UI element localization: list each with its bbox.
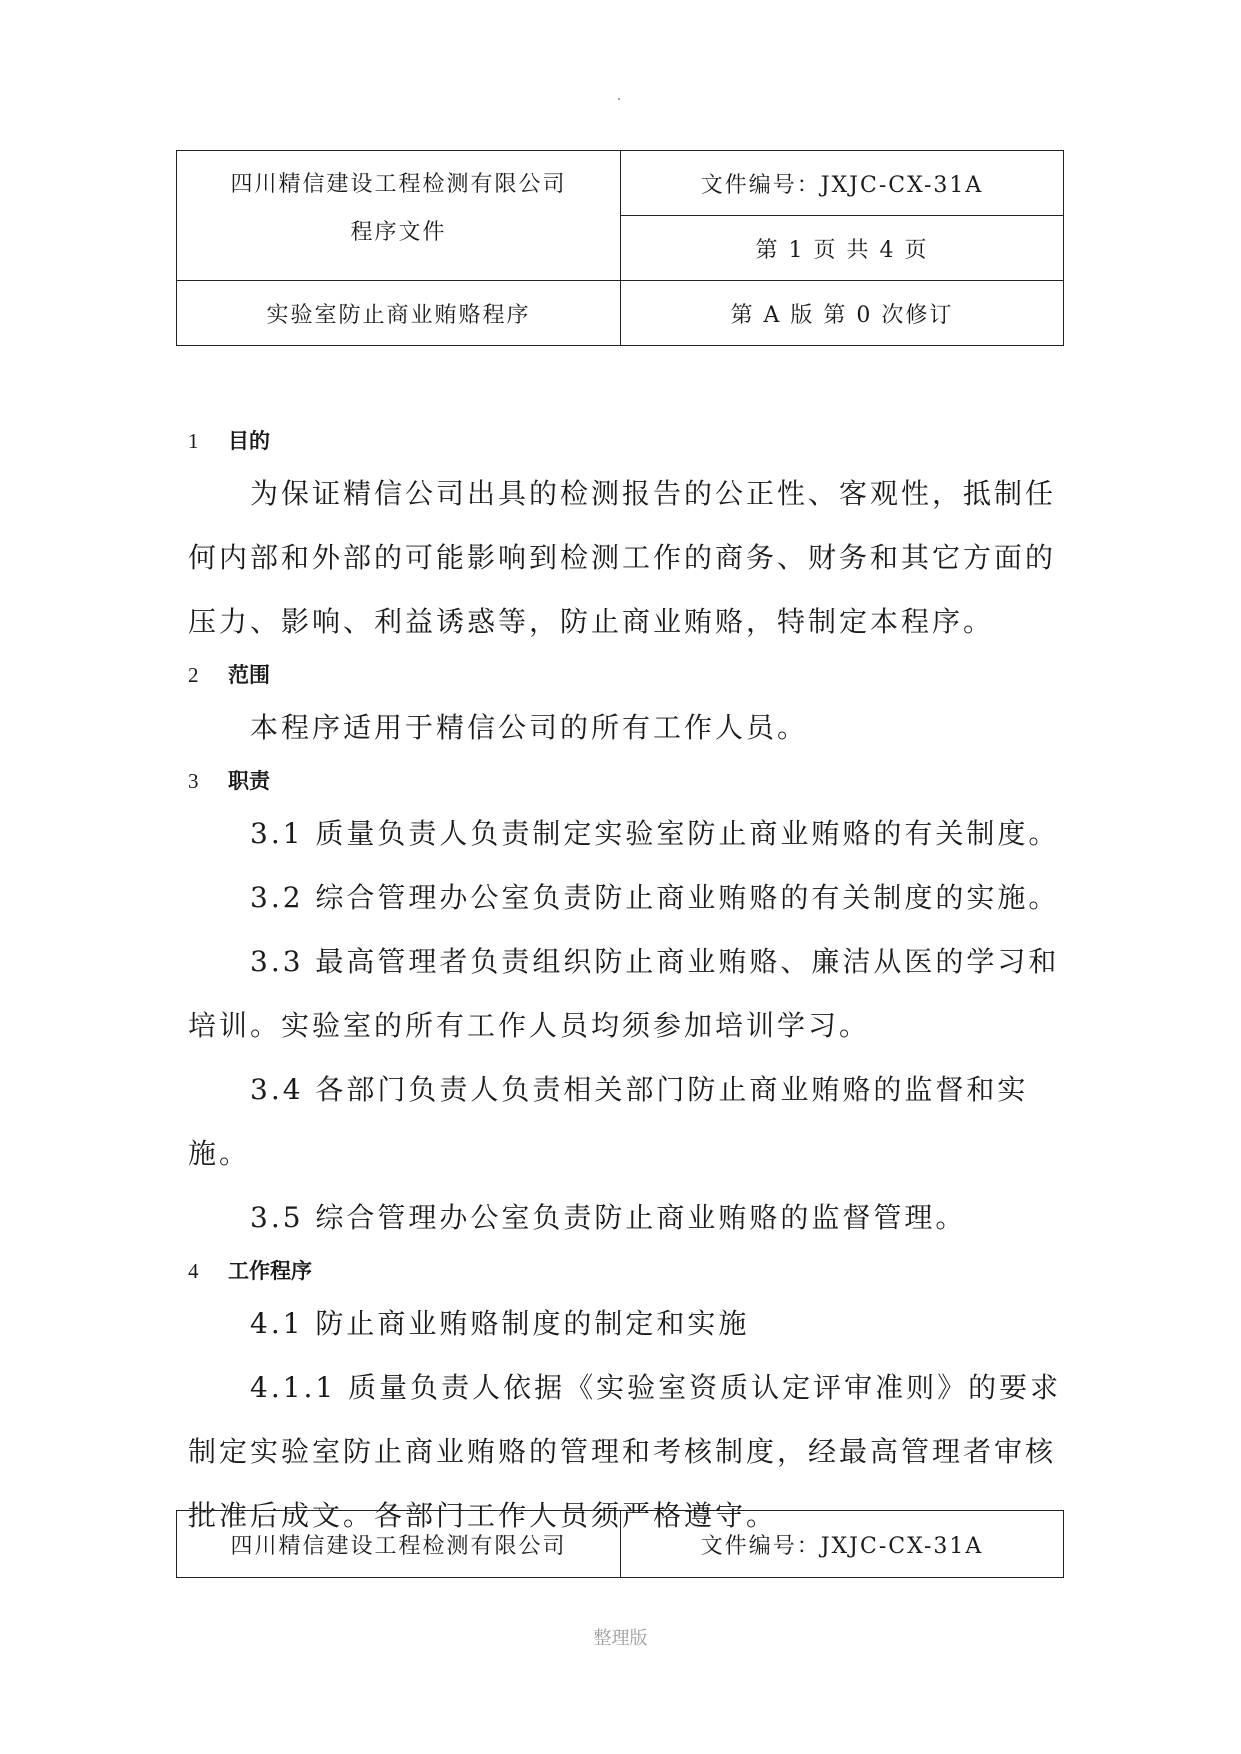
document-number: 文件编号：JXJC-CX-31A xyxy=(621,151,1064,216)
company-cell xyxy=(177,151,621,281)
section-responsibilities xyxy=(188,760,1068,1250)
document-title: 实验室防止商业贿赂程序 xyxy=(177,281,621,346)
watermark: 整理版 xyxy=(593,1628,648,1649)
page-dot xyxy=(618,98,620,100)
version-info: 第 A 版 第 0 次修订 xyxy=(621,281,1064,346)
paragraph: 3.3 最高管理者负责组织防止商业贿赂、廉洁从医的学习和培训。实验室的所有工作人员均须参加培训学习。 xyxy=(188,945,1060,1042)
section-scope xyxy=(188,654,1068,760)
footer-document-number: 文件编号：JXJC-CX-31A xyxy=(621,1511,1064,1578)
paragraph: 3.2 综合管理办公室负责防止商业贿赂的有关制度的实施。 xyxy=(250,881,1060,914)
paragraph: 本程序适用于精信公司的所有工作人员。 xyxy=(250,711,809,744)
section-number: 2 xyxy=(188,663,199,687)
paragraph: 4.1 防止商业贿赂制度的制定和实施 xyxy=(250,1307,750,1340)
section-procedure xyxy=(188,1250,1068,1548)
paragraph: 3.5 综合管理办公室负责防止商业贿赂的监督管理。 xyxy=(250,1201,967,1234)
footer-company-name: 四川精信建设工程检测有限公司 xyxy=(177,1511,621,1578)
section-title: 目的 xyxy=(228,429,270,453)
paragraph: 为保证精信公司出具的检测报告的公正性、客观性，抵制任何内部和外部的可能影响到检测工作的商务、财务和其它方面的压力、影响、利益诱惑等，防止商业贿赂，特制定本程序。 xyxy=(188,477,1057,638)
section-purpose xyxy=(188,420,1068,654)
section-number: 3 xyxy=(188,769,199,793)
company-name: 四川精信建设工程检测有限公司 xyxy=(230,171,567,197)
section-title: 职责 xyxy=(228,769,270,793)
section-title: 范围 xyxy=(228,663,270,687)
paragraph: 4.1.1 质量负责人依据《实验室资质认定评审准则》的要求制定实验室防止商业贿赂的管理和考核制度，经最高管理者审核批准后成文。各部门工作人员须严格遵守。 xyxy=(188,1371,1062,1532)
section-title: 工作程序 xyxy=(228,1259,312,1283)
document-header-table xyxy=(176,150,1064,346)
section-number: 1 xyxy=(188,429,199,453)
document-type: 程序文件 xyxy=(350,219,447,245)
page-info: 第 1 页 共 4 页 xyxy=(621,216,1064,281)
document-body xyxy=(188,420,1068,1548)
document-footer-table xyxy=(176,1510,1064,1578)
section-number: 4 xyxy=(188,1259,199,1283)
paragraph: 3.4 各部门负责人负责相关部门防止商业贿赂的监督和实施。 xyxy=(188,1073,1029,1170)
paragraph: 3.1 质量负责人负责制定实验室防止商业贿赂的有关制度。 xyxy=(250,817,1060,850)
